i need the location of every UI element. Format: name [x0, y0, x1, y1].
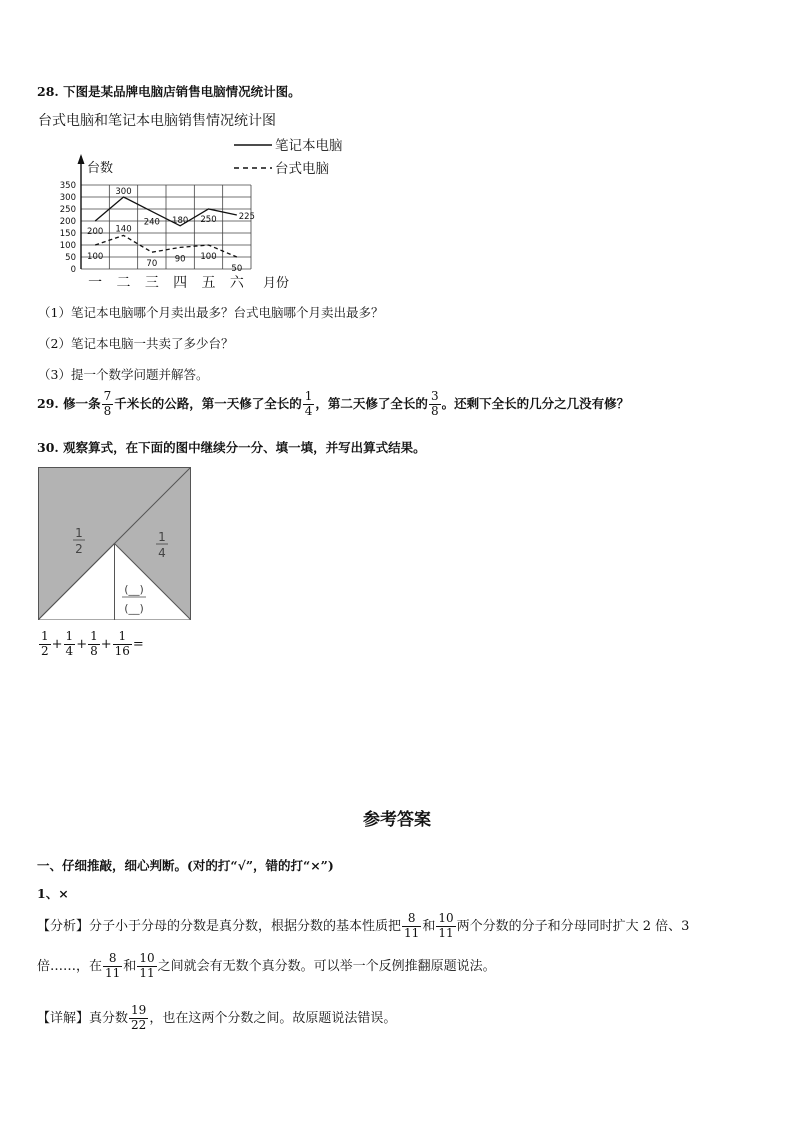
q28-heading: [37, 82, 301, 100]
q28-text: 下图是某品牌电脑店销售电脑情况统计图。: [63, 84, 301, 99]
q30-equation: [38, 630, 144, 659]
answer-item-1: 1、×: [37, 886, 69, 901]
data-label: 240: [143, 217, 160, 228]
analysis-text-3: 两个分数的分子和分母同时扩大 2 倍、3: [456, 918, 690, 934]
blank-denominator: (__): [124, 602, 144, 615]
quarter-label-denominator: 4: [158, 546, 166, 560]
q29-fraction-3: $\frac{3}{8}$: [430, 389, 439, 418]
analysis-line-1: [37, 912, 689, 941]
x-tick-label: 一: [88, 275, 103, 291]
detail-line: [37, 1004, 396, 1033]
q29-fraction-1: $\frac{7}{8}$: [103, 389, 112, 418]
analysis-fraction-1: $\frac{8}{11}$: [404, 911, 420, 940]
y-tick-label: 0: [70, 265, 76, 275]
analysis-fraction-2: $\frac{10}{11}$: [438, 911, 454, 940]
q29-number: 29.: [37, 395, 59, 411]
legend-desktop-label: 台式电脑: [275, 161, 329, 177]
analysis-text-4: 倍……，在: [37, 958, 103, 974]
half-label-numerator: 1: [75, 526, 83, 540]
data-label: 140: [115, 224, 132, 235]
data-label: 180: [172, 215, 189, 226]
q29-fraction-2: $\frac{1}{4}$: [304, 389, 313, 418]
square-fraction-figure: [38, 467, 192, 622]
x-tick-label: 六: [229, 275, 244, 291]
q28-sub3: （3）提一个数学问题并解答。: [38, 367, 209, 382]
q28-sub1: （1）笔记本电脑哪个月卖出最多？台式电脑哪个月卖出最多？: [38, 305, 384, 320]
q29-text-3: ，第二天修了全长的: [315, 395, 428, 411]
x-tick-label: 五: [201, 275, 216, 291]
analysis-line-2: [37, 952, 496, 981]
sales-line-chart: [38, 134, 368, 294]
quarter-label-numerator: 1: [158, 530, 166, 544]
analysis-text-5: 和: [123, 958, 137, 974]
chart-caption: 台式电脑和笔记本电脑销售情况统计图: [38, 113, 276, 129]
q29-line: [37, 390, 629, 419]
y-axis-label: 台数: [87, 161, 114, 176]
chart-labels: [60, 160, 289, 291]
data-label: 200: [87, 227, 104, 237]
q30-text: 观察算式，在下面的图中继续分一分、填一填，并写出算式结果。: [63, 440, 426, 455]
q30-number: 30.: [37, 440, 59, 455]
y-tick-label: 50: [65, 253, 76, 263]
data-label: 300: [115, 187, 132, 197]
q29-text-2: 千米长的公路，第一天修了全长的: [114, 395, 302, 411]
x-tick-label: 四: [173, 275, 188, 291]
answers-section-1: 一、仔细推敲，细心判断。(对的打“√”，错的打“×”): [37, 858, 334, 873]
legend-laptop-label: 笔记本电脑: [275, 138, 343, 154]
analysis-fraction-4: $\frac{10}{11}$: [139, 951, 155, 980]
analysis-text-1: 分子小于分母的分数是真分数，根据分数的基本性质把: [89, 918, 402, 934]
analysis-fraction-3: $\frac{8}{11}$: [105, 951, 121, 980]
q29-text-4: 。还剩下全长的几分之几没有修？: [441, 395, 630, 411]
plus-sign-3: +: [100, 636, 112, 652]
q28-sub2: （2）笔记本电脑一共卖了多少台？: [38, 336, 234, 351]
equals-sign: =: [132, 636, 144, 652]
data-label: 250: [200, 215, 217, 225]
detail-tag: 【详解】: [37, 1010, 90, 1026]
y-axis-arrow: [78, 154, 85, 164]
data-label: 70: [146, 259, 158, 270]
q30-heading: [37, 438, 426, 456]
x-axis-label: 月份: [263, 276, 290, 291]
analysis-text-2: 和: [422, 918, 436, 934]
chart-grid: [81, 185, 251, 269]
eq-fraction-2: $\frac{1}{4}$: [65, 629, 74, 658]
y-tick-label: 100: [59, 241, 76, 251]
x-tick-label: 三: [144, 275, 159, 291]
eq-fraction-3: $\frac{1}{8}$: [90, 629, 98, 658]
data-label: 100: [200, 252, 217, 262]
answers-title: 参考答案: [363, 810, 431, 830]
analysis-tag: 【分析】: [37, 918, 90, 934]
data-label: 90: [174, 254, 186, 265]
y-tick-label: 350: [59, 181, 76, 191]
y-tick-label: 200: [59, 217, 76, 227]
data-label: 100: [87, 252, 104, 262]
x-tick-label: 二: [116, 275, 131, 291]
y-tick-label: 250: [59, 205, 76, 215]
chart-axes: [78, 154, 85, 269]
half-label-denominator: 2: [75, 542, 83, 556]
data-label: 50: [231, 264, 243, 274]
y-tick-label: 300: [59, 193, 76, 203]
eq-fraction-4: $\frac{1}{16}$: [114, 629, 130, 658]
y-tick-label: 150: [59, 229, 76, 239]
eq-fraction-1: $\frac{1}{2}$: [41, 629, 49, 658]
q29-text-1: 修一条: [63, 395, 101, 411]
plus-sign-2: +: [76, 636, 88, 652]
detail-text-1: 真分数: [89, 1010, 129, 1026]
plus-sign-1: +: [51, 636, 63, 652]
data-label: 225: [238, 212, 255, 222]
q28-number: 28.: [37, 84, 59, 99]
blank-numerator: (__): [124, 583, 144, 596]
detail-text-2: ，也在这两个分数之间。故原题说法错误。: [149, 1010, 397, 1026]
analysis-text-6: 之间就会有无数个真分数。可以举一个反例推翻原题说法。: [157, 958, 496, 974]
chart-legend: [234, 137, 343, 177]
detail-fraction: $\frac{19}{22}$: [131, 1003, 147, 1032]
